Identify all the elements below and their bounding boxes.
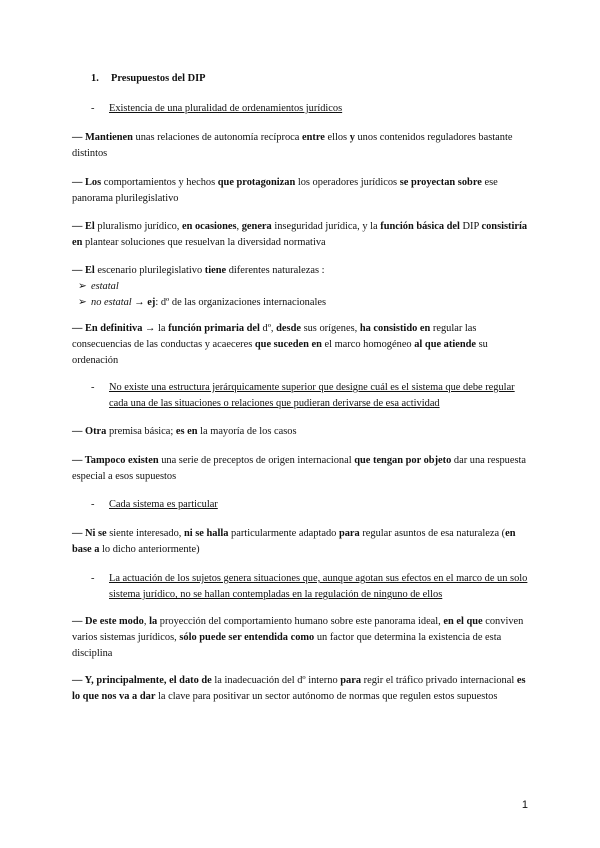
text-run: conviven varios sistemas jurídicos, <box>72 616 524 644</box>
sub-item-label: estatal <box>91 281 119 293</box>
bullet-text: Cada sistema es particular <box>109 499 218 510</box>
text-run: → <box>131 297 148 309</box>
sub-item <box>72 279 528 295</box>
bold-text-run: que suceden en <box>254 339 322 351</box>
paragraph <box>72 263 528 312</box>
bold-text-run: — El <box>72 221 95 232</box>
text-run: lo dicho anteriormente) <box>99 544 200 556</box>
bullet-item <box>91 101 531 117</box>
sub-item-label: no estatal <box>91 297 132 309</box>
bold-text-run: función primaria del <box>168 323 260 334</box>
paragraph <box>72 424 528 440</box>
text-run: pluralismo jurídico, <box>94 221 182 232</box>
bold-text-run: — Tampoco existen <box>72 455 159 466</box>
text-run: dº, <box>259 323 277 334</box>
text-run: , <box>236 221 242 232</box>
bullet-text: La actuación de los sujetos genera situaciones que, aunque agotan sus efectos en el marco de un solo sistema jurídico, no se hallan contempladas en la regulación de ninguno de ellos <box>109 573 528 601</box>
bullet-text: No existe una estructura jerárquicamente superior que designe cuál es el sistema que debe regular cada una de las situaciones o relaciones que pudieran derivarse de esa actividad <box>109 382 515 410</box>
text-run: el marco homogéneo <box>321 339 415 351</box>
paragraph <box>72 673 528 705</box>
bold-text-run: para <box>340 675 362 686</box>
bold-text-run: en ocasiones <box>181 221 237 232</box>
bold-text-run: desde <box>276 323 301 334</box>
text-run: un factor que determina la existencia de esta disciplina <box>72 632 502 660</box>
bold-text-run: — Mantienen <box>72 132 133 143</box>
bold-text-run: consistiría en <box>72 221 528 249</box>
text-run: su ordenación <box>72 339 488 367</box>
text-run: la inadecuación del dº interno <box>211 675 341 686</box>
bold-text-run: — Otra <box>72 426 107 437</box>
paragraph <box>72 614 528 663</box>
bold-text-run: — Los <box>72 177 102 188</box>
text-run: inseguridad jurídica, y la <box>271 221 381 232</box>
bold-text-run: ej <box>147 297 156 309</box>
bold-text-run: función básica del <box>380 221 460 232</box>
text-run: particularmente adaptado <box>228 528 339 539</box>
text-run: dar una respuesta especial a esos supuestos <box>72 455 527 483</box>
paragraph <box>72 453 528 485</box>
text-run: comportamientos y hechos <box>101 177 218 188</box>
section-title: Presupuestos del DIP <box>111 73 206 84</box>
text-run: ese panorama plurilegislativo <box>72 177 498 205</box>
page-number: 1 <box>521 799 528 811</box>
bullet-dash: - <box>91 499 95 510</box>
text-run: : dº de las organizaciones internacionales <box>155 297 327 309</box>
bullet-dash: - <box>91 382 95 393</box>
bullet-item <box>91 571 531 603</box>
text-run: proyección del comportamiento humano sobre este panorama ideal, <box>157 616 444 627</box>
bold-text-run: la <box>149 616 158 627</box>
text-run: regir el tráfico privado internacional <box>361 675 517 686</box>
text-run: la clave para positivar un sector autónomo de normas que regulen estos supuestos <box>155 691 498 703</box>
bold-text-run: que protagonizan <box>217 177 296 188</box>
bold-text-run: ha consistido en <box>359 323 431 334</box>
sub-item <box>72 295 528 311</box>
bold-text-run: que tengan por objeto <box>354 455 452 466</box>
section-heading <box>91 71 206 87</box>
bold-text-run: es lo que nos va a dar <box>72 675 526 703</box>
bold-text-run: genera <box>241 221 272 232</box>
bold-text-run: tiene <box>204 265 227 276</box>
bold-text-run: en base a <box>72 528 516 556</box>
text-run: escenario plurilegislativo <box>94 265 205 276</box>
text-run: unos contenidos reguladores bastante distintos <box>72 132 513 160</box>
bullet-dash: - <box>91 573 95 584</box>
bold-text-run: al que atiende <box>414 339 477 351</box>
text-run: plantear soluciones que resuelvan la diversidad normativa <box>82 237 326 249</box>
bullet-item <box>91 497 531 513</box>
text-run: DIP <box>459 221 482 232</box>
arrow-bullet-icon: ➢ <box>78 297 87 309</box>
text-run: ellos <box>324 132 350 143</box>
bullet-item <box>91 380 531 412</box>
bold-text-run: — Y, principalmente, el dato de <box>72 675 212 686</box>
section-number: 1. <box>91 73 99 84</box>
bold-text-run: entre <box>301 132 325 143</box>
bold-text-run: se proyectan sobre <box>399 177 482 188</box>
paragraph <box>72 175 528 207</box>
bold-text-run: — En definitiva <box>72 323 143 334</box>
text-run: regular las consecuencias de las conductas y acaeceres <box>72 323 477 351</box>
bullet-dash: - <box>91 103 95 114</box>
text-run: los operadores jurídicos <box>295 177 400 188</box>
text-run: → la <box>142 323 169 334</box>
paragraph <box>72 526 528 558</box>
paragraph <box>72 130 528 162</box>
bold-text-run: en el que <box>443 616 483 627</box>
bold-text-run: — Ni se <box>72 528 107 539</box>
bold-text-run: — De este modo <box>72 616 144 627</box>
text-run: siente interesado, <box>106 528 184 539</box>
bold-text-run: — El <box>72 265 95 276</box>
text-run: la mayoría de los casos <box>197 426 297 437</box>
text-run: regular asuntos de esa naturaleza ( <box>359 528 506 539</box>
bullet-text: Existencia de una pluralidad de ordenamientos jurídicos <box>109 103 343 114</box>
bold-text-run: sólo puede ser entendida como <box>179 632 315 644</box>
bold-text-run: ni se halla <box>183 528 229 539</box>
paragraph <box>72 321 528 370</box>
text-run: una serie de preceptos de origen internacional <box>158 455 355 466</box>
bold-text-run: y <box>349 132 355 143</box>
text-run: unas relaciones de autonomía recíproca <box>132 132 302 143</box>
arrow-bullet-icon: ➢ <box>78 281 87 293</box>
text-run: diferentes naturalezas : <box>226 265 325 276</box>
text-run: , <box>143 616 150 627</box>
bold-text-run: para <box>338 528 360 539</box>
paragraph <box>72 219 528 251</box>
bold-text-run: es en <box>175 426 198 437</box>
text-run: premisa básica; <box>106 426 176 437</box>
text-run: sus orígenes, <box>300 323 360 334</box>
